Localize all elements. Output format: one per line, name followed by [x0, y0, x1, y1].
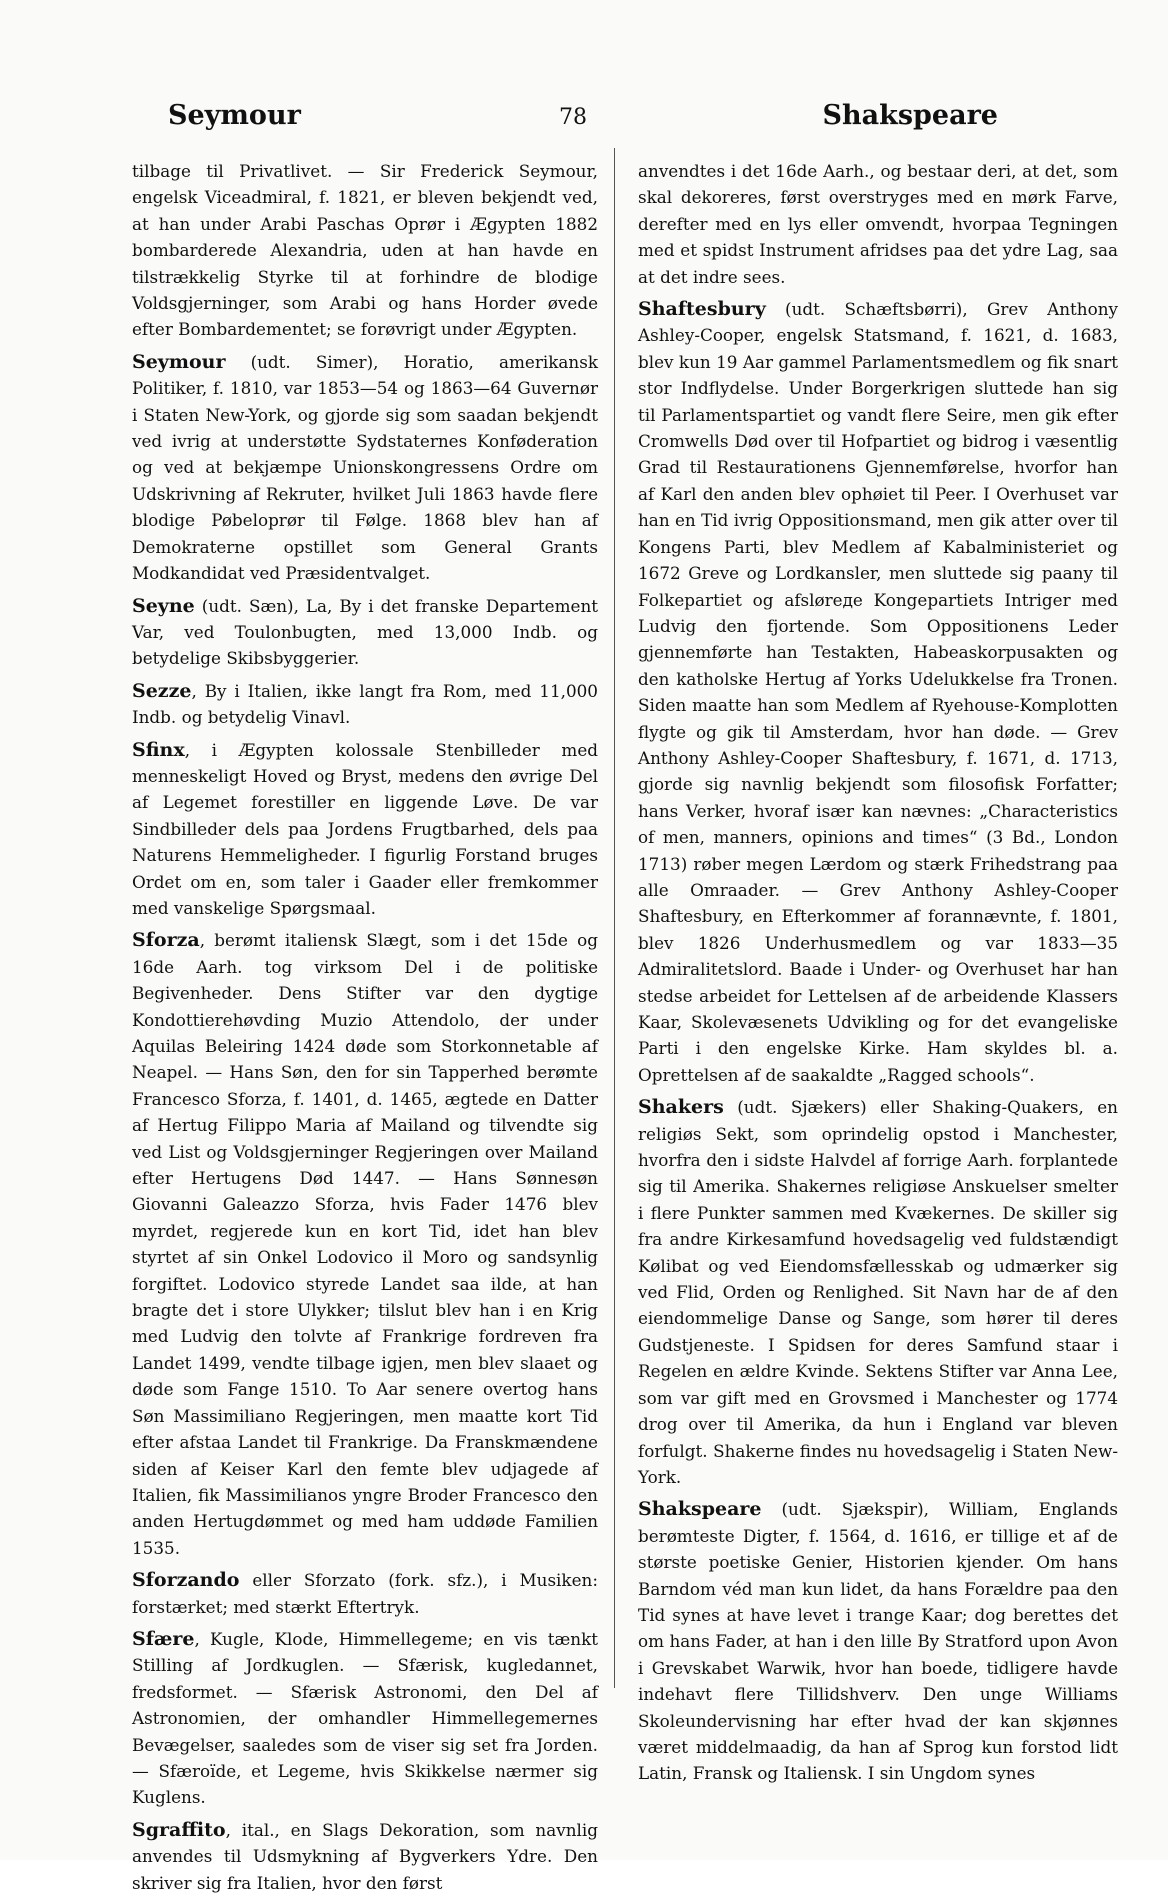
page-header	[128, 100, 1018, 140]
entry-text: , i Ægypten kolossale Stenbilleder med menneskeligt Hoved og Bryst, medens den øvrige Del af Legemet forestiller en liggende Løve. De var Sindbilleder dels paa Jordens Frugtbarhed, dels paa Naturens Hemmeligheder. I figurlig Forstand bruges Ordet om en, som taler i Gaader eller fremkommer med vanskelige Spørgsmaal.	[132, 739, 598, 918]
page-number: 78	[559, 105, 587, 130]
entry-text: (udt. Sæn), La, By i det franske Departement Var, ved Toulonbugten, med 13,000 Indb. og betydelige Skibsbyggerier.	[132, 595, 598, 669]
entry-text: (udt. Schæftsbørri), Grev Anthony Ashley-Cooper, engelsk Statsmand, f. 1621, d. 1683, blev kun 19 Aar gammel Parlamentsmedlem og fik snart stor Indflydelse. Under Borgerkrigen sluttede han sig til Parlamentspartiet og vandt flere Seire, men gik efter Cromwells Død over til Hofpartiet og bidrog i væsentlig Grad til Restaurationens Gjennemførelse, hvorfor han af Karl den anden blev ophøiet til Peer. I Overhuset var han en Tid ivrig Oppositionsmand, men gik atter over til Kongens Parti, blev Medlem af Kabalministeriet og 1672 Greve og Lordkansler, men sluttede sig paany til Folkepartiet og afsløreде Kongepartiets Intriger med Ludvig den fjortende. Som Oppositionens Leder gjennemførte han Testakten, Habeaskorpusakten og den katholske Hertug af Yorks Udelukkelse fra Tronen. Siden maatte han som Medlem af Ryehouse-Komplotten flygte og gik til Amsterdam, hvor han døde. — Grev Anthony Ashley-Cooper Shaftesbury, f. 1671, d. 1713, gjorde sig navnlig bekjendt som filosofisk Forfatter; hans Verker, hvoraf især kan nævnes: „Characteristics of men, manners, opinions and times“ (3 Bd., London 1713) røber megen Lærdom og stærk Frihedstrang paa alle Omraader. — Grev Anthony Ashley-Cooper Shaftesbury, en Efterkommer af forannævnte, f. 1801, blev 1826 Underhusmedlem og var 1833—35 Admiralitetslord. Baade i Under- og Overhuset har han stedse arbeidet for Lettelsen af de arbeidende Klassers Kaar, Skolevæsenets Udvikling og for det evangeliske Parti i den engelske Kirke. Ham skyldes bl. a. Oprettelsen af de saakaldte „Ragged schools“.	[638, 299, 1118, 1085]
entry	[132, 1817, 598, 1896]
entry-text: (udt. Sjækspir), William, Englands berømteste Digter, f. 1564, d. 1616, er tillige et af de største poetiske Genier, Historien kjender. Om hans Barndom véd man kun lidet, da hans Forældre paa den Tid synes at have levet i trange Kaar; dog berettes det om hans Fader, at han i den lille By Stratford upon Avon i Grevskabet Warwik, hvor han boede, tidligere havde indehavt flere Tillidshverv. Den unge Williams Skoleundervisning har efter hvad der kan skjønnes været middelmaadig, da han af Sprog kun forstod lidt Latin, Fransk og Italiensk. I sin Ungdom synes	[638, 1499, 1118, 1784]
entry	[638, 158, 1118, 290]
left-column	[132, 158, 598, 1902]
right-column	[638, 158, 1118, 1793]
entry	[132, 678, 598, 731]
entry-text: tilbage til Privatlivet. — Sir Frederick Seymour, engelsk Viceadmiral, f. 1821, er bleven bekjendt ved, at han under Arabi Paschas Oprør i Ægypten 1882 bombarderede Alexandria, uden at han havde en tilstrækkelig Styrke til at forhindre de blodige Voldsgjerninger, som Arabi og hans Horder øvede efter Bombardementet; se forøvrigt under Ægypten.	[132, 161, 598, 340]
entry-text: , By i Italien, ikke langt fra Rom, med 11,000 Indb. og betydelig Vinavl.	[132, 680, 598, 728]
entry-text: , ital., en Slags Dekoration, som navnlig anvendes til Udsmykning af Bygverkers Ydre. Den skriver sig fra Italien, hvor den først	[132, 1819, 598, 1893]
entry	[638, 1094, 1118, 1490]
headword: Sforzando	[132, 1569, 240, 1592]
running-head-left: Seymour	[168, 100, 301, 131]
entry-text: , Kugle, Klode, Himmellegeme; en vis tænkt Stilling af Jordkuglen. — Sfærisk, kugledannet, fredsformet. — Sfærisk Astronomi, den Del af Astronomien, der omhandler Himmellegemernes Bevægelser, saaledes som de viser sig set fra Jorden. — Sfæroïde, et Legeme, hvis Skikkelse nærmer sig Kuglens.	[132, 1628, 598, 1808]
entry	[132, 737, 598, 922]
headword: Shakspeare	[638, 1498, 762, 1521]
entry	[638, 1496, 1118, 1786]
headword: Sgraffito	[132, 1818, 226, 1841]
entry-text: (udt. Sjækers) eller Shaking-Quakers, en religiøs Sekt, som oprindelig opstod i Manchester, hvorfra den i sidste Halvdel af forrige Aarh. forplantede sig til Amerika. Shakernes religiøse Anskuelser smelter i flere Punkter sammen med Kvækernes. De skiller sig fra andre Kirkesamfund hovedsagelig ved fuldstændigt Kølibat og ved Eiendomsfællesskab og udmærker sig ved Flid, Orden og Renlighed. Sit Navn har de af den eiendommelige Danse og Sange, som hører til deres Gudstjeneste. I Spidsen for deres Samfund staar i Regelen en ældre Kvinde. Sektens Stifter var Anna Lee, som var gift med en Grovsmed i Manchester og 1774 drog over til Amerika, da hun i England var bleven forfulgt. Shakerne findes nu hovedsagelig i Staten New-York.	[638, 1097, 1118, 1487]
column-divider	[614, 148, 615, 1688]
entry	[638, 296, 1118, 1088]
entry	[132, 593, 598, 672]
entry	[132, 927, 598, 1561]
headword: Shakers	[638, 1096, 724, 1119]
headword: Sforza	[132, 929, 200, 952]
headword: Sezze	[132, 679, 192, 702]
entry-text: anvendtes i det 16de Aarh., og bestaar deri, at det, som skal dekoreres, først overstryges med en mørk Farve, derefter med en lys eller omvendt, hvorpaa Tegningen med et spidst Instrument afridses paa det ydre Lag, saa at det indre sees.	[638, 161, 1118, 287]
entry	[132, 1626, 598, 1811]
entry-text: (udt. Simer), Horatio, amerikansk Politiker, f. 1810, var 1853—54 og 1863—64 Guvernør i Staten New-York, og gjorde sig som saadan bekjendt ved ivrig at understøtte Sydstaternes Konføderation og ved at bekjæmpe Unionskongressens Ordre om Udskrivning af Rekruter, hvilket Juli 1863 havde flere blodige Pøbeloprør til Følge. 1868 blev han af Demokraterne opstillet som General Grants Modkandidat ved Præsidentvalget.	[132, 351, 598, 584]
entry	[132, 349, 598, 587]
entry-text: eller Sforzato (fork. sfz.), i Musiken: forstærket; med stærkt Eftertryk.	[132, 1570, 598, 1617]
running-head-right: Shakspeare	[822, 100, 998, 131]
entry-text: , berømt italiensk Slægt, som i det 15de og 16de Aarh. tog virksom Del i de politiske Begivenheder. Dens Stifter var den dygtige Kondottierehøvding Muzio Attendolo, der under Aquilas Beleiring 1424 døde som Storkonnetable af Neapel. — Hans Søn, den for sin Tapperhed berømte Francesco Sforza, f. 1401, d. 1465, ægtede en Datter af Hertug Filippo Maria af Mailand og tilvendte sig ved List og Voldsgjerninger Regjeringen over Mailand efter Hertugens Død 1447. — Hans Sønnesøn Giovanni Galeazzo Sforza, hvis Fader 1476 blev myrdet, regjerede kun en kort Tid, idet han blev styrtet af sin Onkel Lodovico il Moro og sandsynlig forgiftet. Lodovico styrede Landet saa ilde, at han bragte det i store Ulykker; tilslut blev han i en Krig med Ludvig den tolvte af Frankrige fordreven fra Landet 1499, vendte tilbage igjen, men blev slaaet og døde som Fange 1510. To Aar senere overtog hans Søn Massimiliano Regjeringen, men maatte kort Tid efter afstaa Landet til Frankrige. Da Franskmændene siden af Keiser Karl den femte blev udjagede af Italien, fik Massimilianos yngre Broder Francesco den anden Hertugdømmet og med ham uddøde Familien 1535.	[132, 930, 598, 1558]
headword: Shaftesbury	[638, 298, 766, 321]
headword: Seymour	[132, 350, 226, 373]
entry	[132, 1567, 598, 1620]
headword: Sfinx	[132, 738, 185, 761]
entry	[132, 158, 598, 343]
headword: Seyne	[132, 594, 195, 617]
headword: Sfære	[132, 1627, 195, 1650]
